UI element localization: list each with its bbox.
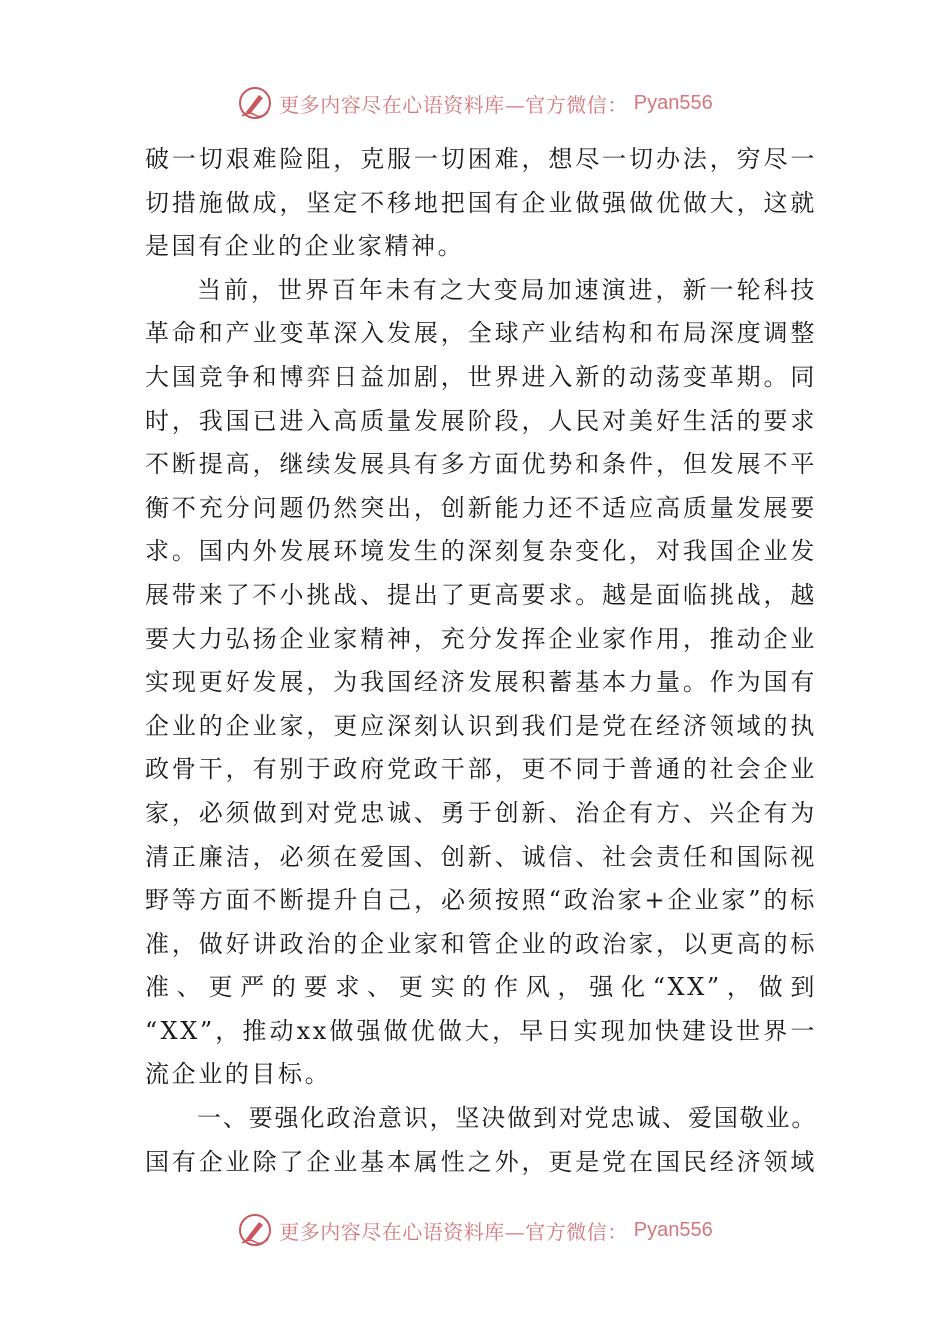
- watermark-footer: [0, 1210, 950, 1250]
- pen-logo-icon: [237, 1212, 273, 1248]
- text-line: 要大力弘扬企业家精神，充分发挥企业家作用，推动企业: [145, 624, 817, 653]
- text-line: 企业的企业家，更应深刻认识到我们是党在经济领域的执: [145, 711, 817, 740]
- section-heading: 一、要强化政治意识，坚决做到对党忠诚、爱国敬业。: [197, 1104, 817, 1133]
- text-line: 准，做好讲政治的企业家和管企业的政治家，以更高的标: [145, 929, 817, 958]
- text-line: 准、更严的要求、更实的作风，强化“XX”，做到: [145, 973, 817, 1002]
- text-line: 破一切艰难险阻，克服一切困难，想尽一切办法，穷尽一: [145, 145, 817, 173]
- text-line: 求。国内外发展环境发生的深刻复杂变化，对我国企业发: [145, 537, 817, 566]
- watermark-text: 更多内容尽在心语资料库—官方微信：: [279, 1219, 628, 1244]
- text-line: “XX”，推动xx做强做优做大，早日实现加快建设世界一: [145, 1016, 817, 1045]
- text-line: 实现更好发展，为我国经济发展积蓄基本力量。作为国有: [145, 668, 817, 697]
- watermark-header: [0, 83, 950, 123]
- text-line: 衡不充分问题仍然突出，创新能力还不适应高质量发展要: [145, 493, 817, 522]
- text-line: 家，必须做到对党忠诚、勇于创新、治企有方、兴企有为: [145, 798, 817, 827]
- text-line: 是国有企业的企业家精神。: [145, 232, 465, 261]
- document-body: [145, 138, 817, 1184]
- text-line: 切措施做成，坚定不移地把国有企业做强做优做大，这就: [145, 188, 817, 217]
- text-line: 政骨干，有别于政府党政干部，更不同于普通的社会企业: [145, 755, 817, 784]
- text-line: 当前，世界百年未有之大变局加速演进，新一轮科技: [197, 275, 817, 304]
- text-line: 不断提高，继续发展具有多方面优势和条件，但发展不平: [145, 450, 817, 479]
- text-line: 国有企业除了企业基本属性之外，更是党在国民经济领域: [145, 1147, 817, 1176]
- text-line: 清正廉洁，必须在爱国、创新、诚信、社会责任和国际视: [145, 842, 817, 871]
- text-line: 野等方面不断提升自己，必须按照“政治家+企业家”的标: [145, 886, 817, 915]
- text-line: 大国竞争和博弈日益加剧，世界进入新的动荡变革期。同: [145, 362, 817, 391]
- text-line: 时，我国已进入高质量发展阶段，人民对美好生活的要求: [145, 406, 817, 435]
- text-line: 展带来了不小挑战、提出了更高要求。越是面临挑战，越: [145, 580, 817, 609]
- text-line: 革命和产业变革深入发展，全球产业结构和布局深度调整: [145, 319, 817, 348]
- pen-logo-icon: [237, 85, 273, 121]
- watermark-wechat-id: Pyan556: [633, 91, 713, 114]
- watermark-wechat-id: Pyan556: [633, 1218, 713, 1241]
- watermark-text: 更多内容尽在心语资料库—官方微信：: [279, 92, 628, 117]
- text-line: 流企业的目标。: [145, 1060, 332, 1089]
